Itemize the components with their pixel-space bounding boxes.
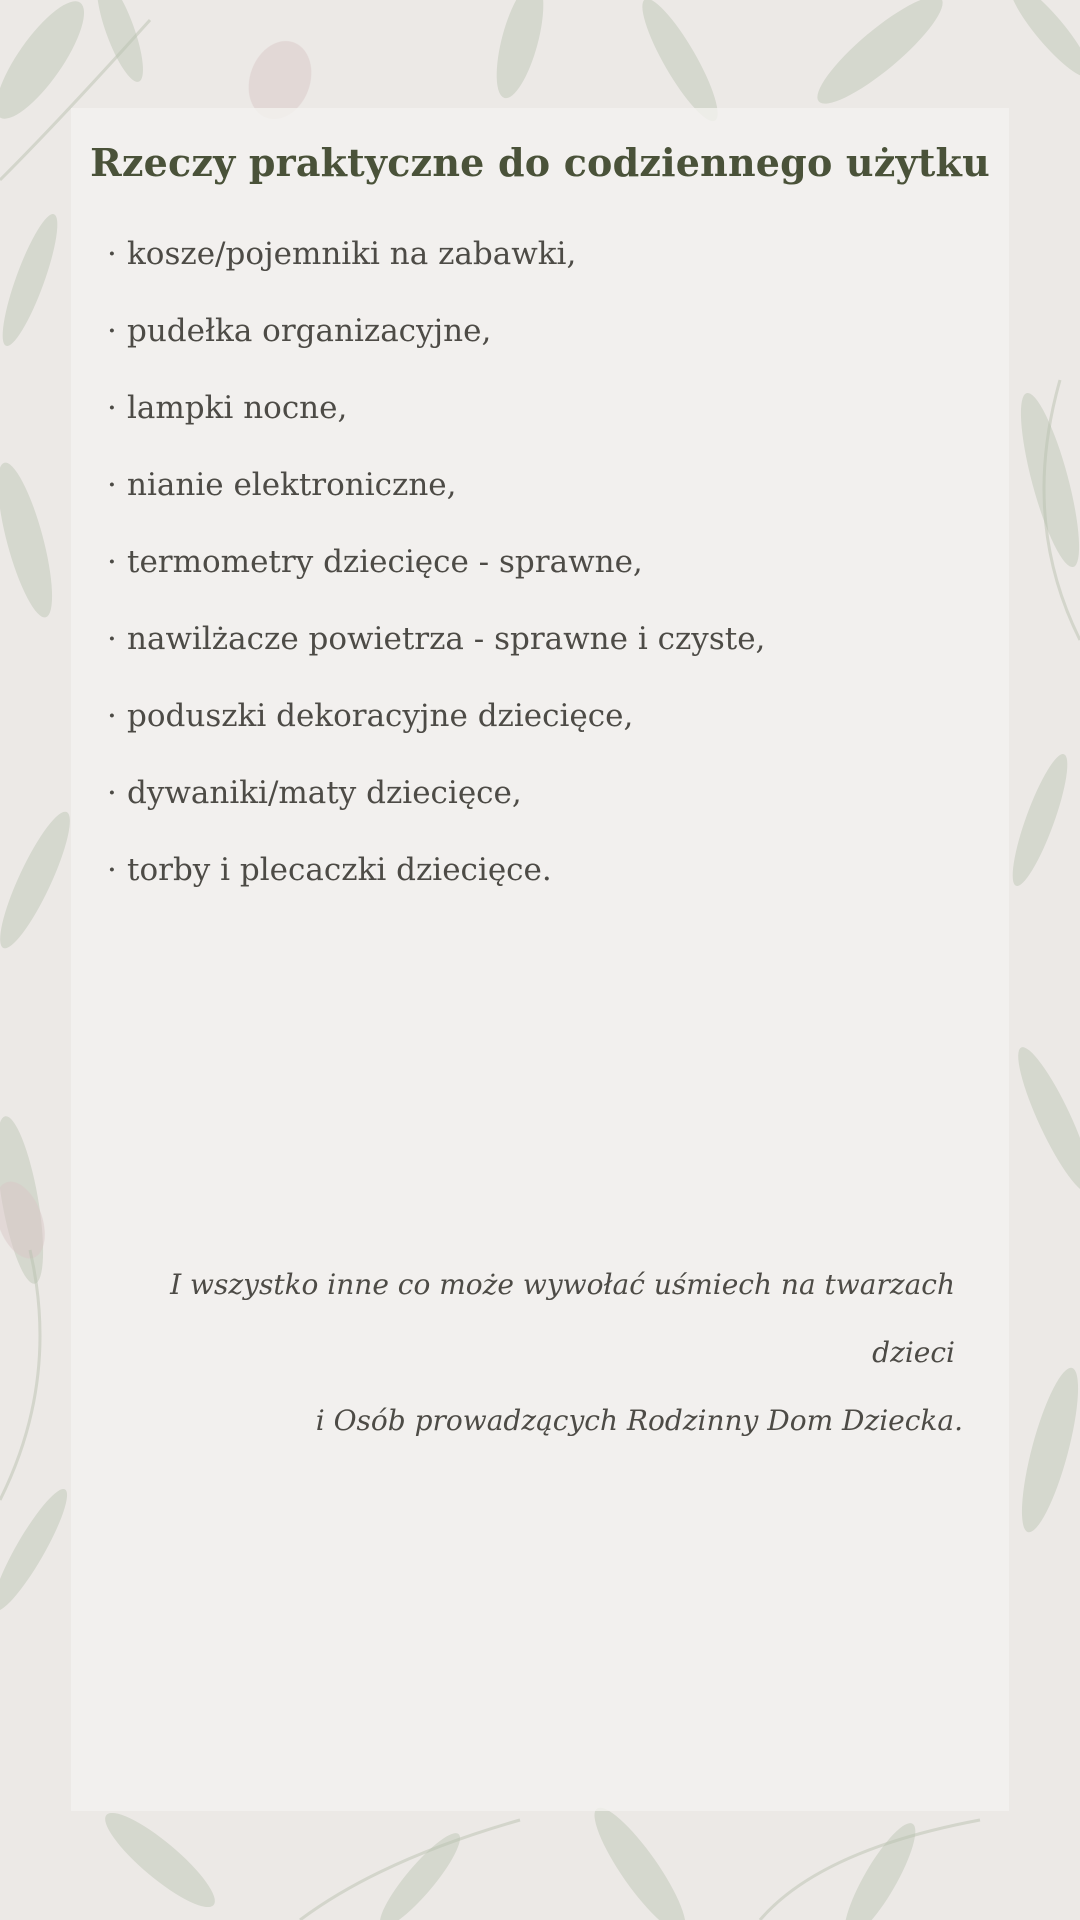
list-item xyxy=(107,388,765,465)
bullet-icon: · xyxy=(107,698,117,734)
items-list xyxy=(107,234,765,927)
list-item-text: termometry dziecięce - sprawne, xyxy=(127,544,643,580)
list-item-text: poduszki dekoracyjne dziecięce, xyxy=(127,698,634,734)
closing-line-2: i Osób prowadzących Rodzinny Dom Dziecka. xyxy=(315,1404,963,1437)
list-item-text: torby i plecaczki dziecięce. xyxy=(127,852,552,888)
list-item-text: pudełka organizacyjne, xyxy=(127,313,492,349)
bullet-icon: · xyxy=(107,467,117,503)
list-item-text: dywaniki/maty dziecięce, xyxy=(127,775,522,811)
bullet-icon: · xyxy=(107,544,117,580)
list-item-text: lampki nocne, xyxy=(127,390,348,426)
bullet-icon: · xyxy=(107,236,117,272)
bullet-icon: · xyxy=(107,852,117,888)
list-item xyxy=(107,773,765,850)
bullet-icon: · xyxy=(107,390,117,426)
list-item xyxy=(107,696,765,773)
list-item xyxy=(107,542,765,619)
bullet-icon: · xyxy=(107,313,117,349)
list-item-text: nawilżacze powietrza - sprawne i czyste, xyxy=(127,621,766,657)
list-item xyxy=(107,619,765,696)
page-title: Rzeczy praktyczne do codziennego użytku xyxy=(90,140,990,185)
bullet-icon: · xyxy=(107,775,117,811)
closing-line-1: I wszystko inne co może wywołać uśmiech na twarzach dzieci xyxy=(170,1268,955,1369)
content-card xyxy=(71,108,1009,1811)
list-item xyxy=(107,850,765,927)
list-item xyxy=(107,311,765,388)
list-item xyxy=(107,465,765,542)
closing-note xyxy=(103,1251,963,1455)
list-item xyxy=(107,234,765,311)
bullet-icon: · xyxy=(107,621,117,657)
list-item-text: nianie elektroniczne, xyxy=(127,467,457,503)
list-item-text: kosze/pojemniki na zabawki, xyxy=(127,236,577,272)
